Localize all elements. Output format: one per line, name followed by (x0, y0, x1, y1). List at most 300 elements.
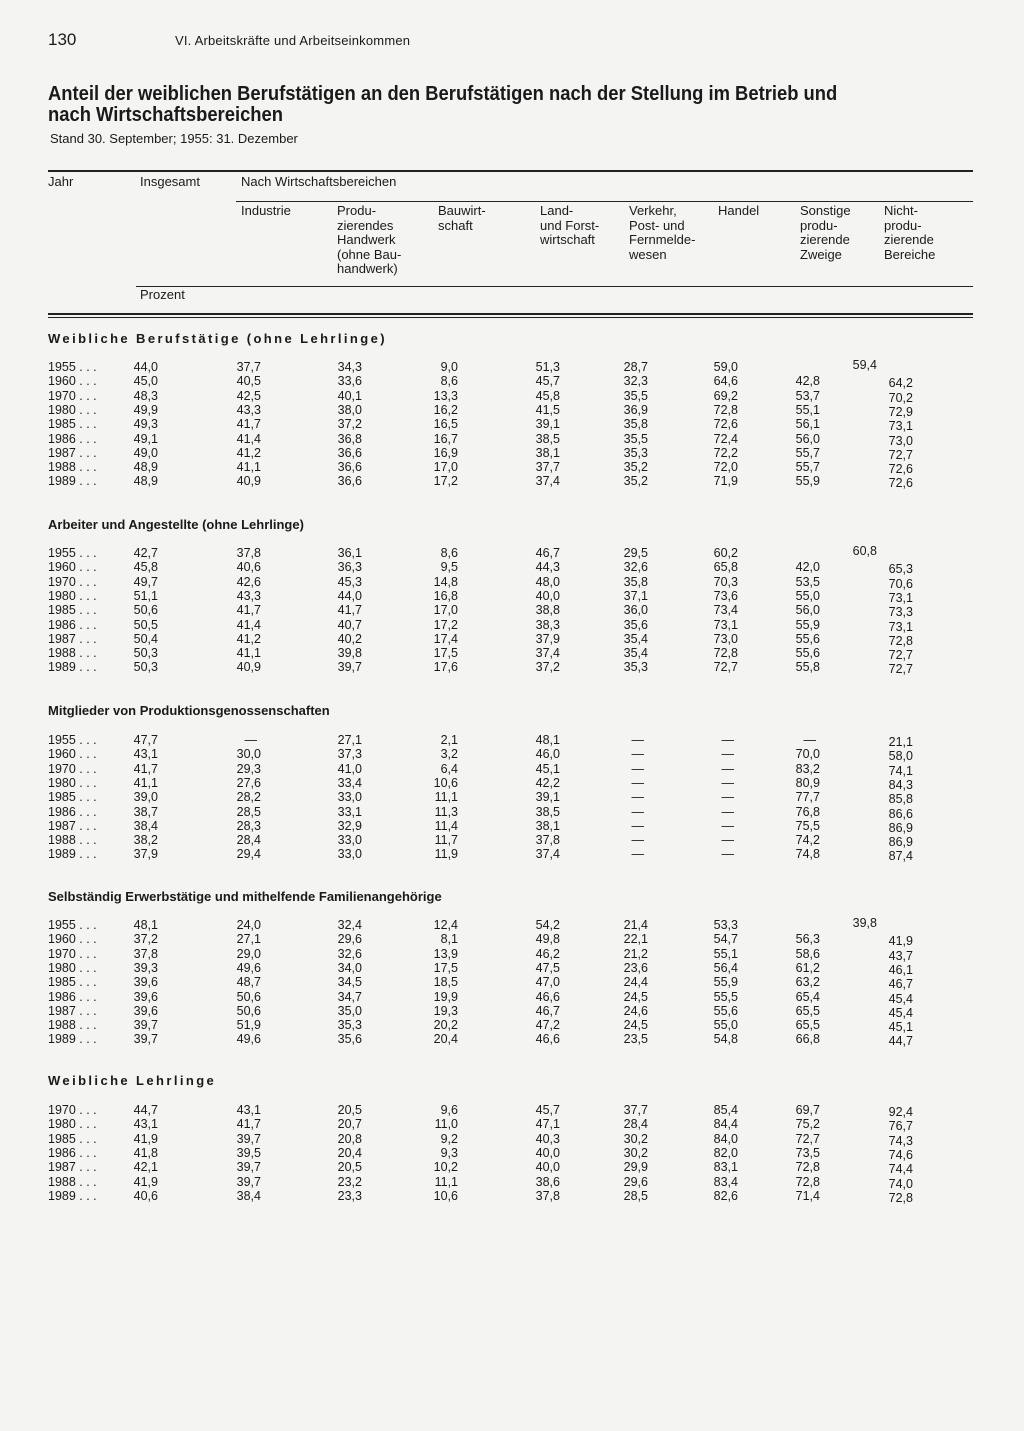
table-cell: 17,0 (433, 603, 458, 618)
row-year: 1960 . . . (48, 747, 97, 762)
table-cell: 38,8 (535, 603, 560, 618)
table-row (0, 1175, 1024, 1189)
column-header-line: und Forst- (540, 217, 600, 233)
table-cell: 44,7 (888, 1034, 913, 1049)
table-cell: 55,0 (795, 588, 820, 603)
table-cell: 11,1 (434, 790, 458, 805)
table-cell: 37,2 (535, 660, 560, 675)
table-cell: 73,6 (713, 588, 738, 603)
column-header-line: Produ- (337, 203, 377, 218)
table-cell: 83,4 (713, 1174, 738, 1189)
column-header-line: zierendes (337, 217, 394, 233)
table-cell: 33,0 (337, 833, 362, 848)
table-cell: 45,0 (133, 374, 158, 389)
table-cell: 40,9 (236, 474, 261, 489)
table-cell: 17,4 (433, 631, 458, 646)
column-header-line: Zweige (800, 246, 842, 262)
table-row (0, 1160, 1024, 1177)
row-year: 1970 . . . (48, 388, 97, 403)
table-cell: 72,8 (888, 633, 913, 648)
table-cell: 21,2 (623, 946, 648, 961)
table-cell: 20,4 (337, 1145, 362, 1160)
table-cell: 6,4 (440, 761, 458, 776)
table-cell: 72,9 (888, 404, 913, 419)
table-cell: 87,4 (888, 849, 913, 864)
table-cell: 39,7 (133, 1032, 158, 1047)
table-cell: 28,5 (236, 804, 261, 819)
table-cell: 73,3 (888, 605, 913, 620)
table-cell: 40,0 (535, 1145, 560, 1160)
table-cell: 72,6 (888, 462, 913, 477)
table-cell: 34,3 (337, 360, 362, 374)
table-cell: 56,3 (795, 932, 820, 947)
table-cell: — (721, 847, 734, 862)
table-cell: 17,5 (433, 646, 458, 661)
table-cell: 65,8 (713, 560, 738, 575)
table-cell: 42,1 (133, 1160, 158, 1175)
column-header (884, 204, 935, 262)
table-cell: 45,4 (888, 991, 913, 1006)
table-cell: 39,7 (133, 1018, 158, 1033)
row-year: 1955 . . . (48, 546, 97, 560)
table-cell: 48,0 (535, 574, 560, 589)
top-rule (48, 170, 973, 172)
table-cell: 55,7 (795, 445, 820, 460)
table-cell: 46,6 (535, 1032, 560, 1047)
column-header-line: (ohne Bau- (337, 246, 402, 262)
column-header-line: wesen (629, 246, 667, 262)
table-cell: 41,2 (236, 445, 261, 460)
table-cell: 23,6 (623, 960, 648, 975)
header-insgesamt: Insgesamt (140, 174, 200, 189)
table-cell: 82,6 (713, 1188, 738, 1203)
table-cell: 45,8 (535, 388, 560, 403)
table-cell: 70,0 (795, 747, 820, 762)
table-cell: 74,6 (888, 1147, 913, 1162)
table-cell: — (631, 747, 644, 762)
header-bottom-rule (48, 313, 973, 315)
table-cell: 46,0 (535, 747, 560, 762)
table-cell: 29,0 (236, 946, 261, 961)
table-cell: 55,6 (795, 631, 820, 646)
table-cell: — (721, 775, 734, 790)
row-year: 1955 . . . (48, 733, 97, 747)
table-cell: — (244, 733, 257, 747)
table-title: Anteil der weiblichen Berufstätigen an den Berufstätigen nach der Stellung im Betrieb und nach Wirtschaftsbereichen (48, 83, 838, 126)
table-cell: 72,8 (795, 1174, 820, 1189)
table-cell: 41,0 (337, 761, 362, 776)
table-cell: 54,8 (713, 1032, 738, 1047)
column-header (800, 204, 851, 262)
table-cell: 46,2 (535, 946, 560, 961)
column-header-line: Land- (540, 203, 574, 218)
table-cell: 41,5 (535, 402, 560, 417)
table-cell: 65,4 (795, 989, 820, 1004)
row-year: 1970 . . . (48, 761, 97, 776)
table-cell: 38,7 (133, 804, 158, 819)
table-cell: 45,1 (888, 1020, 913, 1035)
table-cell: 55,8 (795, 660, 820, 675)
table-cell: 48,1 (535, 733, 560, 747)
table-cell: 39,8 (337, 646, 362, 661)
row-year: 1988 . . . (48, 460, 97, 475)
table-cell: 72,7 (888, 648, 913, 663)
table-cell: 16,8 (433, 588, 458, 603)
table-cell: 49,9 (133, 402, 158, 417)
table-row (0, 819, 1024, 833)
table-cell: 73,1 (888, 419, 913, 434)
table-cell: 24,5 (623, 989, 648, 1004)
table-cell: 48,9 (133, 474, 158, 489)
table-row (0, 776, 1024, 790)
table-cell: 72,4 (713, 431, 738, 446)
column-header-line: wirtschaft (540, 232, 595, 248)
table-cell: 55,9 (713, 975, 738, 990)
row-year: 1960 . . . (48, 932, 97, 947)
table-cell: 39,6 (133, 1003, 158, 1018)
section-title: Arbeiter und Angestellte (ohne Lehrlinge) (48, 517, 304, 532)
table-cell: 33,4 (337, 775, 362, 790)
table-cell: 38,4 (133, 818, 158, 833)
table-cell: 49,6 (236, 960, 261, 975)
table-cell: 45,7 (535, 374, 560, 389)
table-row (0, 417, 1024, 434)
table-cell: 44,0 (133, 360, 158, 374)
table-cell: 37,2 (337, 417, 362, 432)
table-cell: 10,6 (433, 1188, 458, 1203)
table-cell: 35,2 (623, 474, 648, 489)
table-row (0, 747, 1024, 764)
table-cell: 41,7 (337, 603, 362, 618)
table-cell: 72,6 (713, 417, 738, 432)
table-cell: 72,0 (713, 460, 738, 475)
table-cell: 73,1 (888, 590, 913, 605)
table-cell: 37,8 (535, 833, 560, 848)
table-cell: 32,6 (623, 560, 648, 575)
row-year: 1986 . . . (48, 617, 97, 632)
table-cell: 38,5 (535, 804, 560, 819)
running-header: VI. Arbeitskräfte und Arbeitseinkommen (175, 33, 411, 48)
table-cell: 65,5 (795, 1003, 820, 1018)
table-row (0, 360, 1024, 374)
table-cell: 27,1 (337, 733, 362, 747)
table-cell: — (721, 804, 734, 819)
table-cell: 70,6 (888, 576, 913, 591)
row-year: 1960 . . . (48, 374, 97, 389)
table-cell: 38,6 (535, 1174, 560, 1189)
table-cell: 37,1 (623, 588, 648, 603)
row-year: 1989 . . . (48, 474, 97, 489)
table-cell: 58,6 (795, 946, 820, 961)
table-cell: 39,1 (535, 790, 560, 805)
row-year: 1987 . . . (48, 1160, 97, 1175)
table-cell: 71,4 (795, 1188, 820, 1203)
table-cell: 24,0 (236, 918, 261, 932)
table-cell: 61,2 (795, 960, 820, 975)
table-cell: 74,4 (888, 1162, 913, 1177)
table-cell: 74,2 (795, 833, 820, 848)
table-cell: 47,7 (133, 733, 158, 747)
row-year: 1986 . . . (48, 989, 97, 1004)
table-cell: 48,1 (133, 918, 158, 932)
table-cell: 8,1 (440, 932, 458, 947)
table-cell: 33,0 (337, 847, 362, 862)
table-cell: 20,7 (337, 1117, 362, 1132)
row-year: 1986 . . . (48, 1145, 97, 1160)
table-cell: 83,2 (795, 761, 820, 776)
table-cell: 36,9 (623, 402, 648, 417)
row-year: 1980 . . . (48, 960, 97, 975)
table-cell: 10,6 (433, 775, 458, 790)
table-cell: 47,2 (535, 1018, 560, 1033)
table-cell: 24,4 (623, 975, 648, 990)
table-cell: 17,2 (433, 617, 458, 632)
table-cell: 83,1 (713, 1160, 738, 1175)
table-cell: 84,0 (713, 1131, 738, 1146)
table-row (0, 389, 1024, 403)
table-cell: 48,9 (133, 460, 158, 475)
table-cell: 29,5 (623, 546, 648, 560)
table-cell: 35,4 (623, 631, 648, 646)
table-cell: 30,2 (623, 1145, 648, 1160)
table-cell: 60,2 (713, 546, 738, 560)
table-cell: 28,5 (623, 1188, 648, 1203)
table-cell: 28,2 (236, 790, 261, 805)
column-header-line: Fernmelde- (629, 232, 696, 248)
table-cell: 39,1 (535, 417, 560, 432)
table-cell: 35,3 (623, 660, 648, 675)
table-row (0, 1189, 1024, 1203)
table-cell: 36,6 (337, 445, 362, 460)
table-cell: 37,3 (337, 747, 362, 762)
header-jahr: Jahr (48, 174, 74, 189)
table-cell: 32,3 (623, 374, 648, 389)
table-cell: 22,1 (623, 932, 648, 947)
table-cell: 85,8 (888, 792, 913, 807)
table-cell: 63,2 (795, 975, 820, 990)
table-row (0, 575, 1024, 589)
table-cell: 20,5 (337, 1160, 362, 1175)
table-cell: 56,1 (795, 417, 820, 432)
table-cell: 53,7 (795, 388, 820, 403)
table-row (0, 1146, 1024, 1160)
table-row (0, 733, 1024, 747)
table-cell: 72,2 (713, 445, 738, 460)
table-cell: 9,6 (440, 1103, 458, 1117)
table-row (0, 932, 1024, 949)
table-row (0, 961, 1024, 975)
table-cell: 46,1 (888, 962, 913, 977)
column-header (629, 204, 695, 262)
table-cell: 43,3 (236, 588, 261, 603)
table-cell: 32,6 (337, 946, 362, 961)
table-cell: 73,0 (888, 433, 913, 448)
row-year: 1989 . . . (48, 660, 97, 675)
table-cell: 33,1 (337, 804, 362, 819)
table-cell: 17,2 (433, 474, 458, 489)
table-row (0, 432, 1024, 446)
table-cell: 32,9 (337, 818, 362, 833)
table-cell: — (803, 733, 816, 747)
table-cell: 41,8 (133, 1145, 158, 1160)
table-cell: 46,6 (535, 989, 560, 1004)
table-cell: 45,1 (535, 761, 560, 776)
column-header-line: Bereiche (884, 246, 936, 262)
table-cell: 43,1 (133, 747, 158, 762)
column-header (337, 204, 401, 277)
table-cell: 2,1 (440, 733, 458, 747)
row-year: 1960 . . . (48, 560, 97, 575)
table-cell: 38,0 (337, 402, 362, 417)
table-cell: 85,4 (713, 1103, 738, 1117)
table-cell: 40,1 (337, 388, 362, 403)
table-cell: 41,9 (888, 934, 913, 949)
table-cell: 39,6 (133, 989, 158, 1004)
table-cell: 47,0 (535, 975, 560, 990)
table-cell: 41,4 (236, 431, 261, 446)
section-title: Mitglieder von Produktionsgenossenschaften (48, 703, 330, 718)
table-cell: 56,0 (795, 431, 820, 446)
table-cell: 42,0 (795, 560, 820, 575)
table-cell: 37,8 (535, 1188, 560, 1203)
table-cell: 17,5 (433, 960, 458, 975)
column-header-line: Industrie (241, 203, 291, 218)
column-header-line: produ- (884, 217, 922, 233)
table-row (0, 618, 1024, 632)
table-cell: 43,1 (133, 1117, 158, 1132)
table-cell: 53,3 (713, 918, 738, 932)
table-cell: 72,8 (713, 402, 738, 417)
table-cell: 19,9 (433, 989, 458, 1004)
table-cell: 53,5 (795, 574, 820, 589)
table-cell: 39,6 (133, 975, 158, 990)
table-cell: 59,4 (852, 358, 877, 372)
table-row (0, 632, 1024, 646)
column-header-line: zierende (884, 232, 934, 248)
table-cell: 37,4 (535, 474, 560, 489)
row-year: 1955 . . . (48, 918, 97, 932)
table-cell: 49,0 (133, 445, 158, 460)
table-cell: 35,8 (623, 417, 648, 432)
column-header-line: zierende (800, 232, 850, 248)
table-cell: 32,4 (337, 918, 362, 932)
table-cell: 82,0 (713, 1145, 738, 1160)
table-cell: 60,8 (852, 544, 877, 558)
table-cell: 41,7 (236, 603, 261, 618)
table-cell: 33,6 (337, 374, 362, 389)
table-cell: 72,7 (888, 447, 913, 462)
table-row (0, 546, 1024, 560)
table-row (0, 474, 1024, 491)
table-cell: 8,6 (440, 374, 458, 389)
table-cell: 24,5 (623, 1018, 648, 1033)
table-cell: 50,5 (133, 617, 158, 632)
table-cell: 16,5 (433, 417, 458, 432)
table-cell: 54,7 (713, 932, 738, 947)
table-cell: — (631, 775, 644, 790)
table-cell: — (631, 790, 644, 805)
table-cell: — (721, 833, 734, 848)
table-cell: 73,0 (713, 631, 738, 646)
table-row (0, 975, 1024, 992)
table-cell: 33,0 (337, 790, 362, 805)
table-cell: 41,4 (236, 617, 261, 632)
table-cell: 16,9 (433, 445, 458, 460)
table-cell: 23,3 (337, 1188, 362, 1203)
table-cell: 28,7 (623, 360, 648, 374)
table-cell: 50,6 (236, 989, 261, 1004)
table-cell: 20,5 (337, 1103, 362, 1117)
row-year: 1985 . . . (48, 1131, 97, 1146)
table-cell: 41,7 (236, 1117, 261, 1132)
table-cell: 11,9 (434, 847, 458, 862)
table-cell: 11,4 (434, 818, 458, 833)
table-cell: 36,6 (337, 460, 362, 475)
table-cell: 86,9 (888, 835, 913, 850)
table-row (0, 1004, 1024, 1018)
table-cell: 86,6 (888, 806, 913, 821)
table-row (0, 990, 1024, 1004)
table-cell: 55,7 (795, 460, 820, 475)
table-cell: 40,7 (337, 617, 362, 632)
table-cell: — (721, 733, 734, 747)
row-year: 1989 . . . (48, 1032, 97, 1047)
table-cell: 29,4 (236, 847, 261, 862)
section-title: Weibliche Lehrlinge (48, 1073, 217, 1088)
table-cell: 74,0 (888, 1176, 913, 1191)
table-cell: 58,0 (888, 749, 913, 764)
table-cell: 35,8 (623, 574, 648, 589)
table-cell: 45,8 (133, 560, 158, 575)
table-cell: 41,9 (133, 1174, 158, 1189)
table-cell: 73,5 (795, 1145, 820, 1160)
table-cell: 11,7 (434, 833, 458, 848)
table-cell: 40,6 (236, 560, 261, 575)
column-header-line: Verkehr, (629, 203, 677, 218)
row-year: 1987 . . . (48, 445, 97, 460)
column-header-line: Handel (718, 203, 760, 218)
table-cell: 40,2 (337, 631, 362, 646)
column-header (718, 204, 759, 219)
table-cell: 86,9 (888, 820, 913, 835)
table-cell: 80,9 (795, 775, 820, 790)
table-row (0, 762, 1024, 776)
table-cell: 50,3 (133, 660, 158, 675)
table-cell: 35,6 (623, 617, 648, 632)
table-cell: 46,7 (535, 1003, 560, 1018)
column-header-line: Sonstige (800, 203, 851, 218)
table-cell: 41,1 (236, 646, 261, 661)
table-row (0, 1103, 1024, 1117)
table-cell: 41,1 (133, 775, 158, 790)
row-year: 1985 . . . (48, 975, 97, 990)
table-row (0, 790, 1024, 807)
table-cell: 55,1 (795, 402, 820, 417)
table-cell: 14,8 (433, 574, 458, 589)
table-cell: 35,5 (623, 388, 648, 403)
table-cell: 37,2 (133, 932, 158, 947)
table-cell: 29,3 (236, 761, 261, 776)
table-cell: 39,3 (133, 960, 158, 975)
table-cell: 44,3 (535, 560, 560, 575)
row-year: 1970 . . . (48, 1103, 97, 1117)
table-row (0, 918, 1024, 932)
column-header-line: schaft (438, 217, 473, 233)
table-cell: 47,5 (535, 960, 560, 975)
table-cell: 37,8 (133, 946, 158, 961)
table-cell: 51,9 (236, 1018, 261, 1033)
table-cell: 51,1 (133, 588, 158, 603)
